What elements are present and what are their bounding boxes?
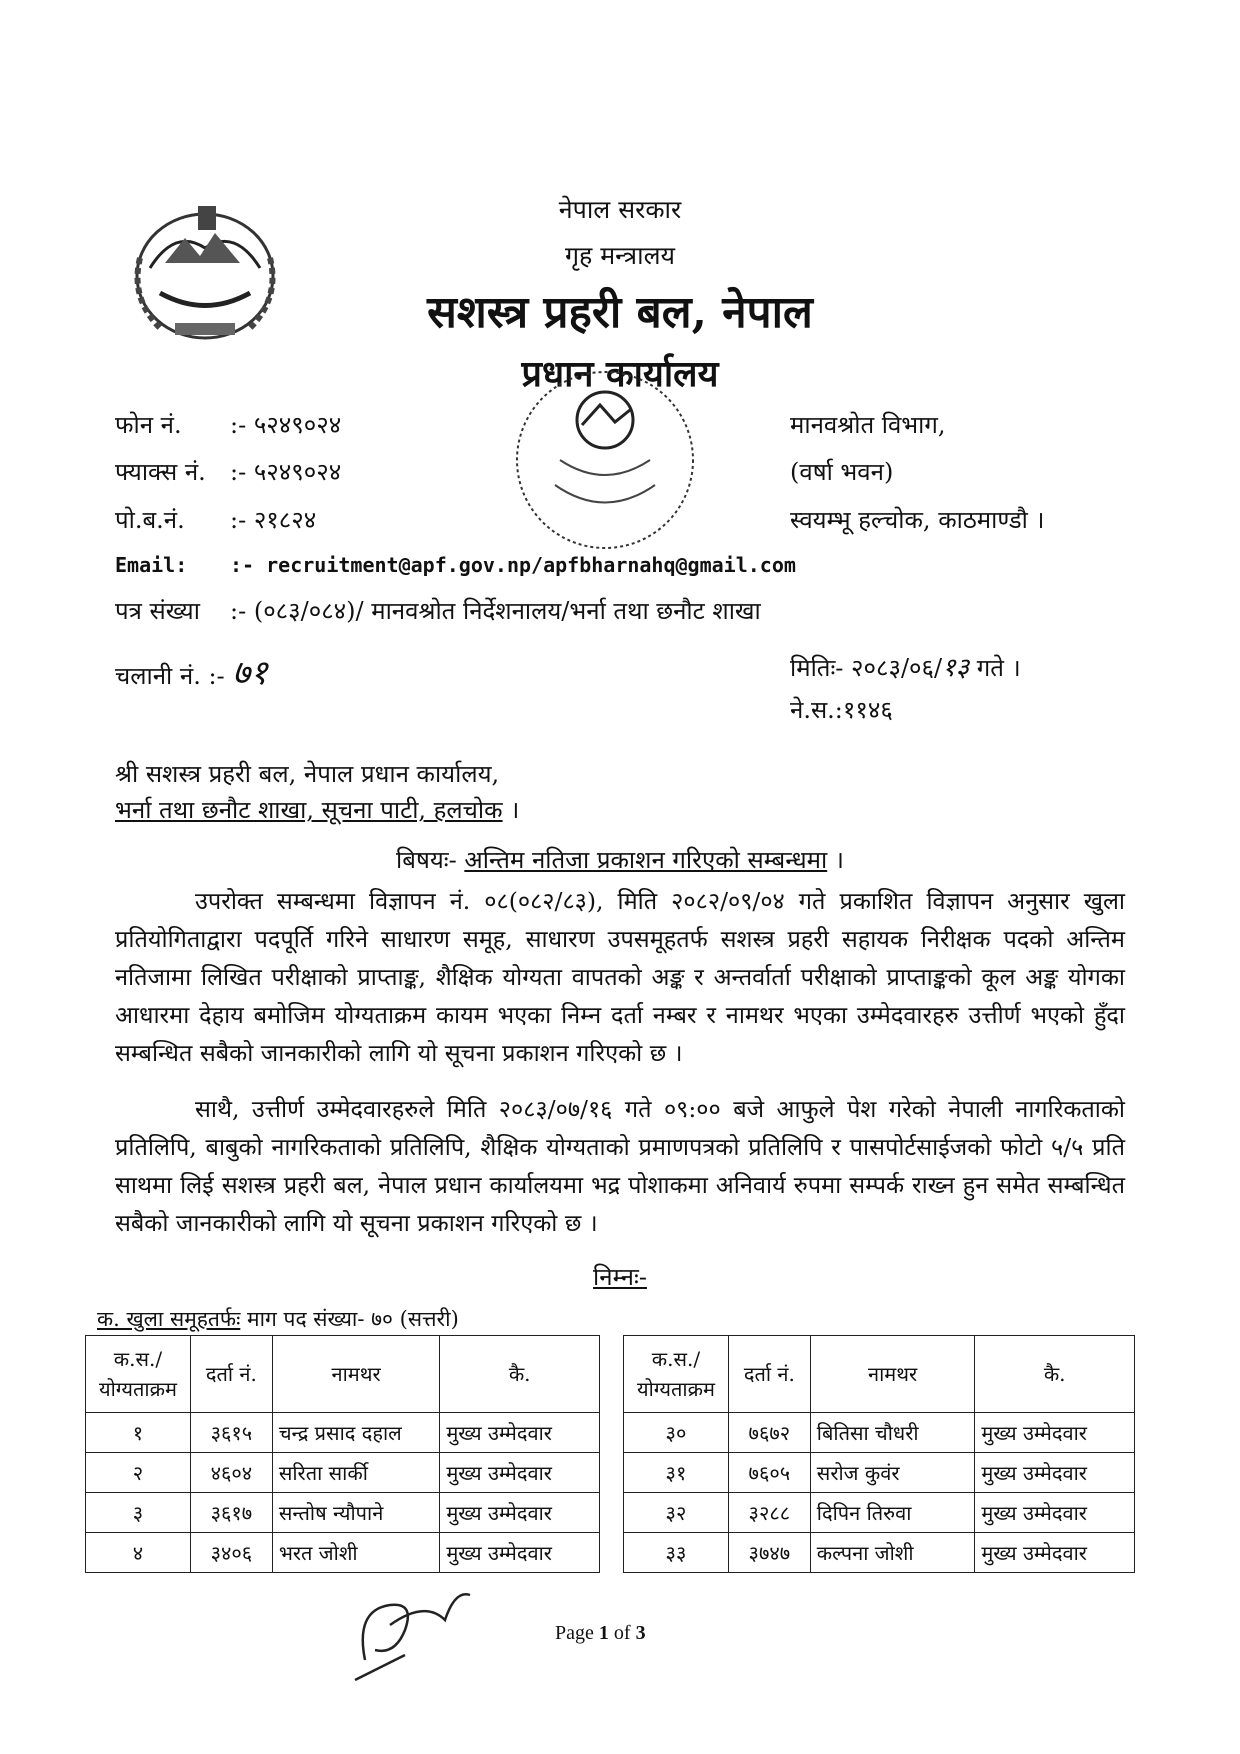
section-title-row xyxy=(97,1305,459,1333)
table-row xyxy=(86,1533,600,1573)
fax-row xyxy=(115,455,341,488)
reg-cell: ७६०५ xyxy=(728,1453,810,1493)
reg-cell: ३२८८ xyxy=(728,1493,810,1533)
results-table-left xyxy=(85,1335,600,1573)
email-value: :- recruitment@apf.gov.np/apfbharnahq@gmail.com xyxy=(230,553,796,577)
rank-cell: ४ xyxy=(86,1533,191,1573)
col-rank: क.स./ योग्यताक्रम xyxy=(86,1336,191,1413)
remarks-cell: मुख्य उम्मेदवार xyxy=(975,1413,1135,1453)
page-number: 1 xyxy=(598,1622,609,1644)
table-row xyxy=(624,1533,1135,1573)
building-name: (वर्षा भवन) xyxy=(790,458,894,486)
reg-cell: ३७४७ xyxy=(728,1533,810,1573)
remarks-cell: मुख्य उम्मेदवार xyxy=(440,1413,600,1453)
name-cell: सरिता सार्की xyxy=(272,1453,440,1493)
col-rank: क.स./ योग्यताक्रम xyxy=(624,1336,729,1413)
pobox-label: पो.ब.नं. xyxy=(115,506,185,534)
table-header-row xyxy=(624,1336,1135,1413)
email-label: Email: xyxy=(115,553,188,577)
page-total: 3 xyxy=(635,1622,646,1644)
subject-label: बिषयः- xyxy=(396,846,457,874)
letter-label: पत्र संख्या xyxy=(115,597,200,625)
letter-value: :- (०८३/०८४)/ मानवश्रोत निर्देशनालय/भर्ना तथा छनौट शाखा xyxy=(230,597,761,625)
addressee-line1: श्री सशस्त्र प्रहरी बल, नेपाल प्रधान कार्यालय, xyxy=(115,760,500,788)
name-cell: भरत जोशी xyxy=(272,1533,440,1573)
rank-cell: ३ xyxy=(86,1493,191,1533)
email-row xyxy=(115,550,796,578)
col-name: नामथर xyxy=(810,1336,975,1413)
page-indicator xyxy=(555,1622,646,1645)
fax-value: :- ५२४९०२४ xyxy=(230,458,342,486)
nepal-sambat: ने.स.:११४६ xyxy=(790,696,893,724)
rank-cell: ३० xyxy=(624,1413,729,1453)
date-suffix: गते । xyxy=(976,654,1021,682)
table-header-row xyxy=(86,1336,600,1413)
subject-text: अन्तिम नतिजा प्रकाशन गरिएको सम्बन्धमा xyxy=(464,846,828,874)
name-cell: सन्तोष न्यौपाने xyxy=(272,1493,440,1533)
dispatch-label: चलानी नं. :- xyxy=(115,662,225,690)
office-address: स्वयम्भू हल्चोक, काठमाण्डौ । xyxy=(790,506,1045,534)
body-paragraph-1 xyxy=(115,882,1125,1072)
addressee-end: । xyxy=(510,796,520,824)
remarks-cell: मुख्य उम्मेदवार xyxy=(975,1533,1135,1573)
col-remarks: कै. xyxy=(975,1336,1135,1413)
table-row xyxy=(86,1493,600,1533)
pobox-row xyxy=(115,503,316,536)
dispatch-row xyxy=(115,648,268,694)
name-cell: बितिसा चौधरी xyxy=(810,1413,975,1453)
table-row xyxy=(86,1413,600,1453)
office-seal-icon xyxy=(500,360,710,560)
reg-cell: ७६७२ xyxy=(728,1413,810,1453)
demand-count: माग पद संख्या- ७० (सत्तरी) xyxy=(247,1307,459,1331)
date-day: १३ xyxy=(942,653,970,683)
col-remarks: कै. xyxy=(440,1336,600,1413)
table-row xyxy=(624,1413,1135,1453)
rank-cell: ३३ xyxy=(624,1533,729,1573)
remarks-cell: मुख्य उम्मेदवार xyxy=(440,1453,600,1493)
subject-line xyxy=(0,843,1240,876)
results-table-right xyxy=(623,1335,1135,1573)
ministry-name: गृह मन्त्रालय xyxy=(564,241,676,270)
department-name: मानवश्रोत विभाग, xyxy=(790,411,946,439)
rank-cell: १ xyxy=(86,1413,191,1453)
pobox-value: :- २१८२४ xyxy=(230,506,317,534)
body-paragraph-2 xyxy=(115,1090,1125,1242)
signature-icon xyxy=(345,1570,495,1690)
phone-value: :- ५२४९०२४ xyxy=(230,411,342,439)
body-text-2: साथै, उत्तीर्ण उम्मेदवारहरुले मिति २०८३/०७/१६ गते ०९:०० बजे आफुले पेश गरेको नेपाली नागरिकताको प्रतिलिपि, बाबुको नागरिकताको प्रतिलिपि, शैक्षिक योग्यताको प्रमाणपत्रको प्रतिलिपि र पासपोर्टसाईजको फोटो ५/५ प्रति साथमा लिई सशस्त्र प्रहरी बल, नेपाल प्रधान कार्यालयमा भद्र पोशाकमा अनिवार्य रुपमा सम्पर्क राख्न हुन समेत सम्बन्धित सबैको जानकारीको लागि यो सूचना प्रकाशन गरिएको छ । xyxy=(115,1095,1125,1237)
body-text-1: उपरोक्त सम्बन्धमा विज्ञापन नं. ०८(०८२/८३), मिति २०८२/०९/०४ गते प्रकाशित विज्ञापन अनुसार खुला प्रतियोगिताद्वारा पदपूर्ति गरिने साधारण समूह, साधारण उपसमूहतर्फ सशस्त्र प्रहरी सहायक निरीक्षक पदको अन्तिम नतिजामा लिखित परीक्षाको प्राप्ताङ्क, शैक्षिक योग्यता वापतको अङ्क र अन्तर्वार्ता परीक्षाको प्राप्ताङ्कको कूल अङ्क योगका आधारमा देहाय बमोजिम योग्यताक्रम कायम भएका निम्न दर्ता नम्बर र नामथर भएका उम्मेदवारहरु उत्तीर्ण भएको हुँदा सम्बन्धित सबैको जानकारीको लागि यो सूचना प्रकाशन गरिएको छ । xyxy=(115,887,1125,1067)
remarks-cell: मुख्य उम्मेदवार xyxy=(975,1453,1135,1493)
col-reg-no: दर्ता नं. xyxy=(190,1336,272,1413)
col-name: नामथर xyxy=(272,1336,440,1413)
page-prefix: Page xyxy=(555,1622,594,1644)
rank-cell: ३१ xyxy=(624,1453,729,1493)
dispatch-number: ७१ xyxy=(232,653,268,693)
name-cell: दिपिन तिरुवा xyxy=(810,1493,975,1533)
govt-name: नेपाल सरकार xyxy=(558,195,682,224)
phone-row xyxy=(115,408,341,441)
name-cell: सरोज कुवंर xyxy=(810,1453,975,1493)
remarks-cell: मुख्य उम्मेदवार xyxy=(440,1533,600,1573)
date-label: मितिः- २०८३/०६/ xyxy=(790,654,943,682)
reg-cell: ३४०६ xyxy=(190,1533,272,1573)
addressee-line2 xyxy=(115,793,519,826)
date-row xyxy=(790,648,1021,684)
remarks-cell: मुख्य उम्मेदवार xyxy=(975,1493,1135,1533)
table-row xyxy=(624,1493,1135,1533)
section-title: क. खुला समूहतर्फः xyxy=(97,1307,241,1331)
office-name: प्रधान कार्यालय xyxy=(521,353,719,395)
rank-cell: ३२ xyxy=(624,1493,729,1533)
org-name: सशस्त्र प्रहरी बल, नेपाल xyxy=(427,287,813,338)
reg-cell: ३६१५ xyxy=(190,1413,272,1453)
phone-label: फोन नं. xyxy=(115,411,182,439)
subject-end: । xyxy=(834,846,844,874)
table-row xyxy=(86,1453,600,1493)
rank-cell: २ xyxy=(86,1453,191,1493)
page-of: of xyxy=(613,1622,631,1644)
addressee-place: भर्ना तथा छनौट शाखा, सूचना पाटी, हलचोक xyxy=(115,796,503,824)
letter-number-row xyxy=(115,594,761,627)
below-label: निम्नः- xyxy=(593,1263,647,1291)
col-reg-no: दर्ता नं. xyxy=(728,1336,810,1413)
remarks-cell: मुख्य उम्मेदवार xyxy=(440,1493,600,1533)
fax-label: फ्याक्स नं. xyxy=(115,458,206,486)
name-cell: कल्पना जोशी xyxy=(810,1533,975,1573)
name-cell: चन्द्र प्रसाद दहाल xyxy=(272,1413,440,1453)
reg-cell: ३६१७ xyxy=(190,1493,272,1533)
table-row xyxy=(624,1453,1135,1493)
reg-cell: ४६०४ xyxy=(190,1453,272,1493)
